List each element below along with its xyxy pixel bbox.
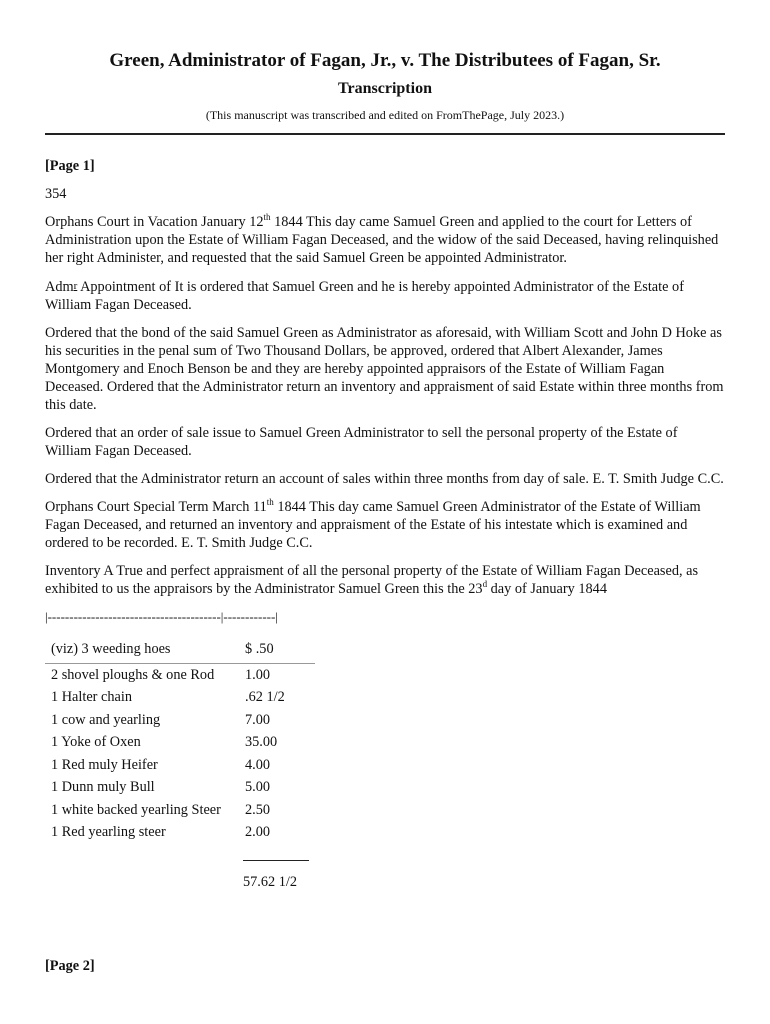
ordinal-suffix: th bbox=[266, 497, 274, 508]
paragraph-text: Inventory A True and perfect appraisment of all the personal property of the Estate of William Fagan Deceased, as exhibited to us the appraisors by the Administrator Samuel Green this the 23 bbox=[45, 563, 699, 597]
table-row bbox=[45, 821, 315, 844]
document-title: Green, Administrator of Fagan, Jr., v. The Distributees of Fagan, Sr. bbox=[109, 50, 661, 71]
header-divider bbox=[45, 133, 725, 135]
paragraph-text: 1844 This day came Samuel Green Administrator of the Estate of William Fagan Deceased, and returned an inventory and appraisment of the Estate of his intestate which is examined and ordered to be recorded. E. T. Smith Judge C.C. bbox=[45, 499, 701, 551]
document-subtitle: Transcription bbox=[338, 80, 432, 97]
table-row bbox=[45, 799, 315, 822]
paragraph-text: Appointment of It is ordered that Samuel Green and he is hereby appointed Administrator of the Estate of William Fagan Deceased. bbox=[45, 279, 684, 313]
table-row bbox=[45, 686, 315, 709]
paragraph-bond: Ordered that the bond of the said Samuel Green as Administrator as aforesaid, with William Scott and John D Hoke as his securities in the penal sum of Two Thousand Dollars, be approved, ordered that Albert Alexander, James Montgomery and Enoch Benson be and they are hereby appointed appraisors of the Estate of William Fagan Deceased. Ordered that the Administrator return an inventory and appraisment of said Estate within three months from this date. bbox=[45, 325, 724, 413]
paragraph-special-term-march bbox=[45, 498, 725, 552]
table-row bbox=[45, 731, 315, 754]
ordinal-suffix: d bbox=[482, 579, 488, 590]
paragraph-text: Orphans Court in Vacation January 12 bbox=[45, 214, 264, 230]
transcription-note: (This manuscript was transcribed and edited on FromThePage, July 2023.) bbox=[205, 108, 565, 122]
table-row bbox=[45, 776, 315, 799]
total-rule bbox=[243, 860, 309, 861]
inventory-value: 7.00 bbox=[245, 711, 271, 728]
record-number: 354 bbox=[45, 186, 67, 202]
inventory-item: 1 Halter chain bbox=[51, 689, 132, 705]
paragraph-account-of-sales: Ordered that the Administrator return an account of sales within three months from day of sale. E. T. Smith Judge C.C. bbox=[45, 471, 724, 487]
inventory-item: 1 cow and yearling bbox=[51, 711, 161, 728]
inventory-value: 4.00 bbox=[245, 756, 271, 773]
inventory-value: 2.50 bbox=[245, 801, 271, 818]
table-dash-divider: |----------------------------------------|------------| bbox=[45, 609, 278, 624]
table-row bbox=[45, 638, 315, 663]
ordinal-suffix: th bbox=[263, 212, 271, 223]
inventory-value: 2.00 bbox=[245, 824, 271, 840]
table-row bbox=[45, 709, 315, 732]
inventory-item: 2 shovel ploughs & one Rod bbox=[51, 666, 215, 683]
paragraph-order-of-sale: Ordered that an order of sale issue to Samuel Green Administrator to sell the personal property of the Estate of William Fagan Deceased. bbox=[45, 425, 678, 459]
inventory-value: 1.00 bbox=[245, 666, 271, 683]
inventory-value: $ .50 bbox=[239, 638, 315, 663]
page-1-label: [Page 1] bbox=[45, 158, 95, 174]
page-2-label: [Page 2] bbox=[45, 958, 95, 974]
table-row bbox=[45, 663, 315, 686]
inventory-item: 1 Yoke of Oxen bbox=[51, 734, 141, 750]
paragraph-orphans-court-january bbox=[45, 213, 725, 267]
paragraph-text: 1844 This day came Samuel Green and applied to the court for Letters of Administration upon the Estate of William Fagan Deceased, and the widow of the said Deceased, having relinquished her right Administer, and requested that the said Samuel Green be appointed Administrator. bbox=[45, 214, 719, 266]
inventory-value: 5.00 bbox=[245, 779, 271, 795]
abbreviation-mark: r bbox=[73, 280, 78, 292]
inventory-item: 1 Red muly Heifer bbox=[51, 756, 158, 773]
paragraph-inventory bbox=[45, 562, 725, 598]
inventory-value: 35.00 bbox=[245, 734, 278, 750]
inventory-item: (viz) 3 weeding hoes bbox=[45, 638, 239, 663]
inventory-item: 1 Red yearling steer bbox=[51, 824, 166, 840]
paragraph-text: Adm bbox=[45, 279, 74, 295]
inventory-item: 1 Dunn muly Bull bbox=[51, 779, 155, 795]
inventory-total: 57.62 1/2 bbox=[243, 873, 298, 890]
inventory-table bbox=[45, 638, 315, 844]
transcription-body bbox=[45, 157, 725, 891]
inventory-item: 1 white backed yearling Steer bbox=[51, 801, 221, 818]
table-row bbox=[45, 754, 315, 777]
paragraph-appointment bbox=[45, 277, 725, 314]
inventory-value: .62 1/2 bbox=[245, 689, 285, 705]
paragraph-text: Orphans Court Special Term March 11 bbox=[45, 499, 267, 515]
paragraph-text: day of January 1844 bbox=[487, 581, 607, 597]
